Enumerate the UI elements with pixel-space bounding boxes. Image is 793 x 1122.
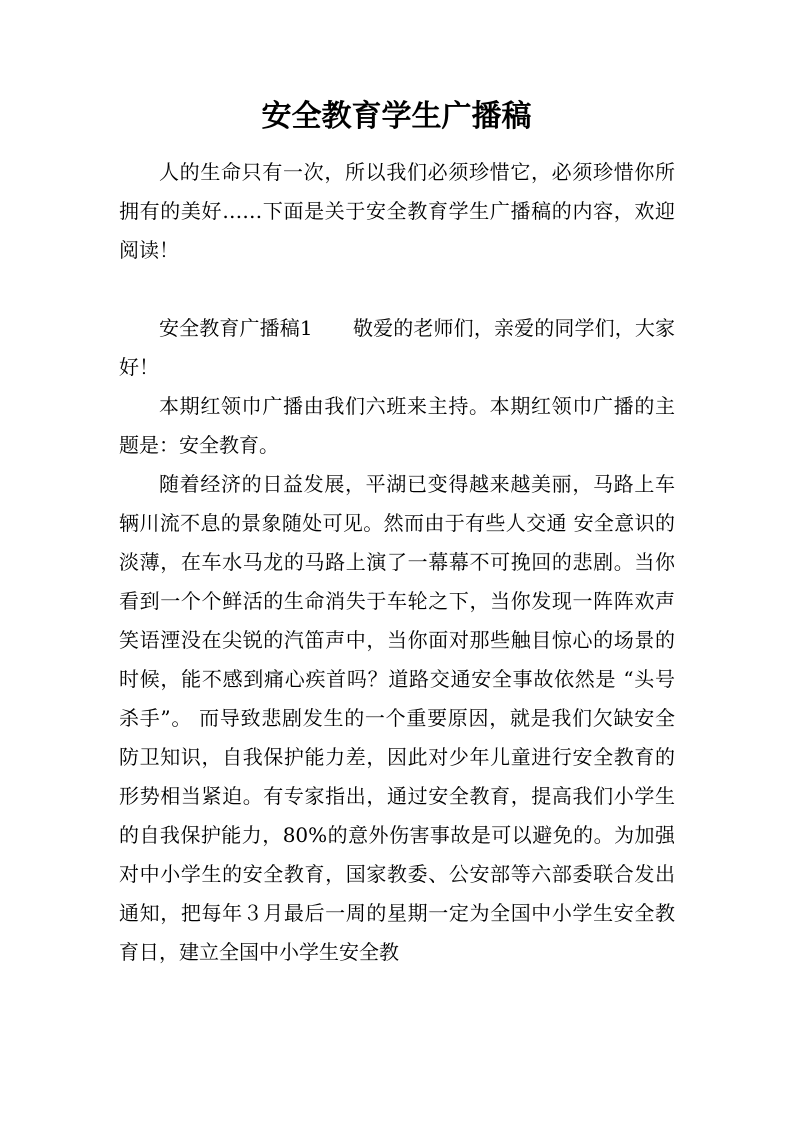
document-title: 安全教育学生广播稿 [261,99,532,134]
host-paragraph: 本期红领巾广播由我们六班来主持。本期红领巾广播的主题是：安全教育。 [119,394,675,457]
section-heading-paragraph: 安全教育广播稿1 敬爱的老师们，亲爱的同学们，大家好！ [119,316,675,379]
intro-paragraph: 人的生命只有一次，所以我们必须珍惜它，必须珍惜你所拥有的美好……下面是关于安全教育学生广播稿的内容，欢迎阅读！ [119,160,675,262]
main-paragraph: 随着经济的日益发展，平湖已变得越来越美丽，马路上车辆川流不息的景象随处可见。然而由于有些人交通 安全意识的淡薄，在车水马龙的马路上演了一幕幕不可挽回的悲剧。当你看到一个个鲜活的生命消失于车轮之下，当你发现一阵阵欢声笑语湮没在尖锐的汽笛声中，当你面对那些触目惊心的场景的时候，能不感到痛心疾首吗？道路交通安全事故依然是 “头号杀手”。 而导致悲剧发生的一个重要原因，就是我们欠缺安全防卫知识，自我保护能力差，因此对少年儿童进行安全教育的形势相当紧迫。有专家指出，通过安全教育，提高我们小学生的自我保护能力，80%的意外伤害事故是可以避免的。为加强对中小学生的安全教育，国家教委、公安部等六部委联合发出通知，把每年３月最后一周的星期一定为全国中小学生安全教育日，建立全国中小学生安全教 [119,472,675,964]
document-body [119,153,675,972]
